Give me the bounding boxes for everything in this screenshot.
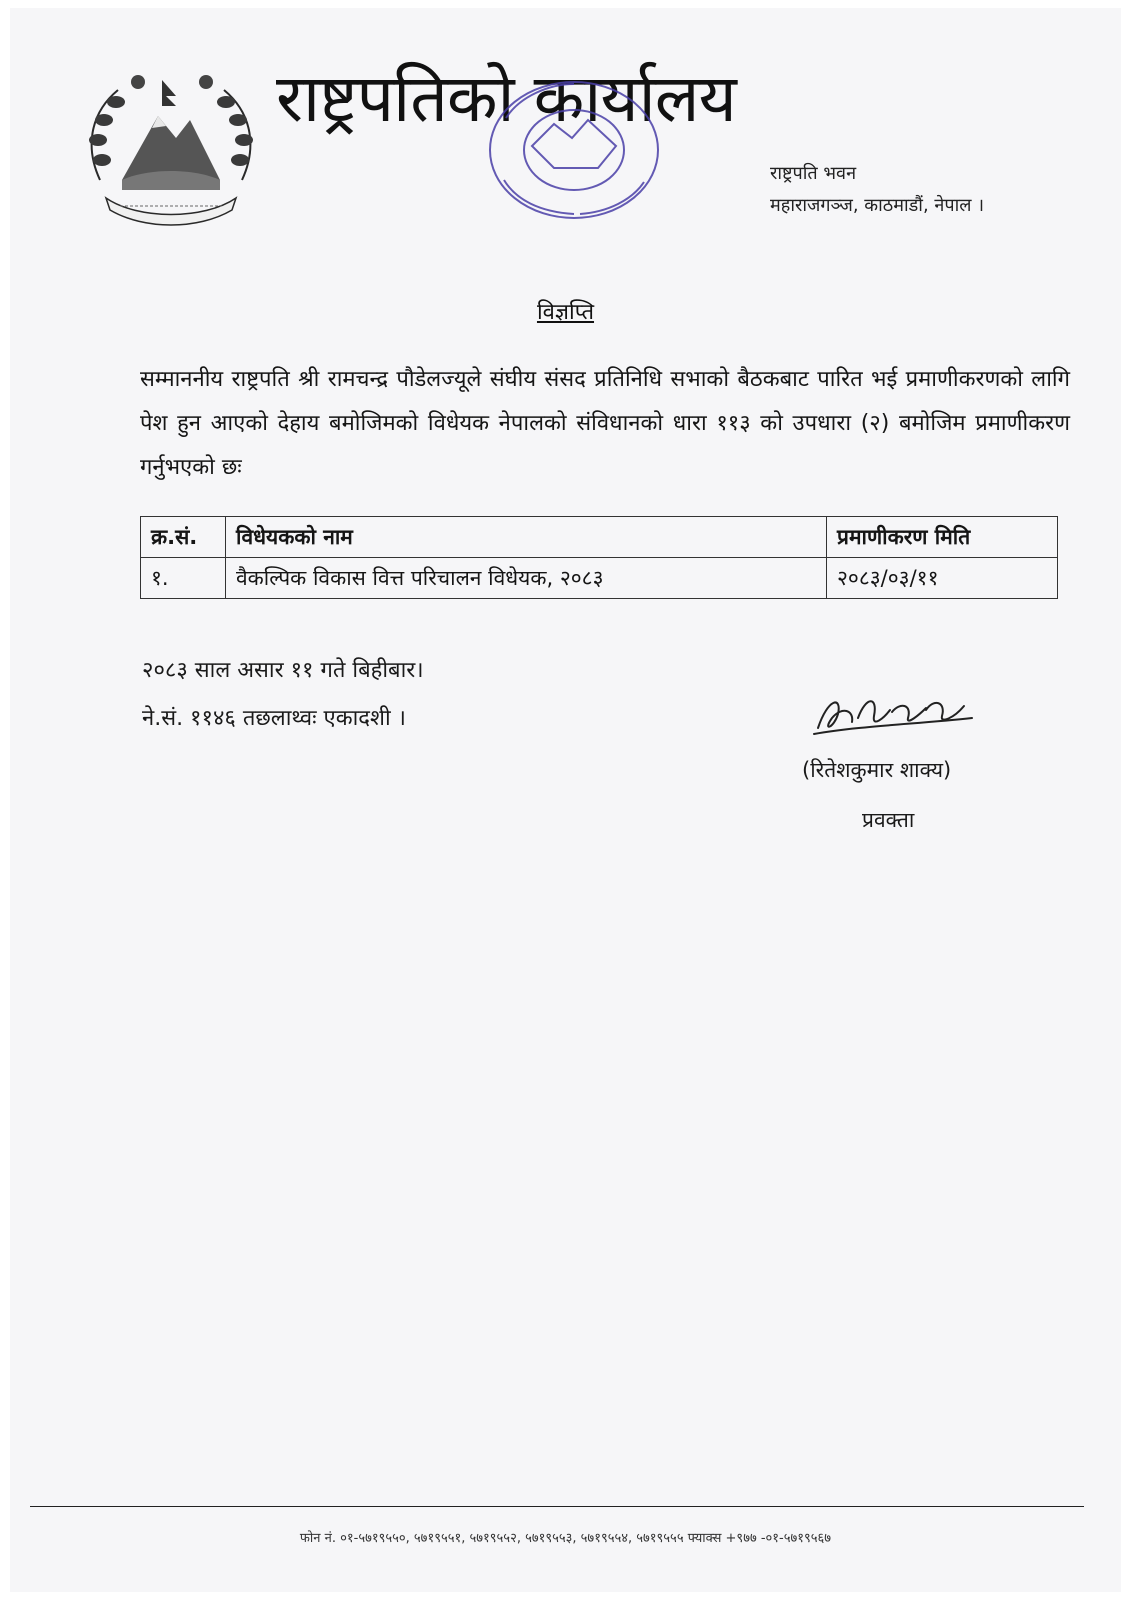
bill-table: [140, 516, 1058, 599]
cell-certification-date: २०८३/०३/११: [827, 558, 1058, 599]
address-line-2: महाराजगञ्ज, काठमाडौं, नेपाल ।: [770, 195, 985, 216]
header-bill-name: विधेयकको नाम: [226, 517, 827, 558]
header-certification-date: प्रमाणीकरण मिति: [827, 517, 1058, 558]
notice-heading: विज्ञप्ति: [536, 300, 595, 325]
date-nepal-sambat: ने.सं. ११४६ तछलाथ्वः एकादशी ।: [142, 706, 406, 731]
table-header-row: [141, 517, 1058, 558]
table-row: [141, 558, 1058, 599]
footer-contact: फोन नं. ०१-५७१९५५०, ५७१९५५१, ५७१९५५२, ५७१९५५३, ५७१९५५४, ५७१९५५५ फ्याक्स +९७७ -०१-५७१९५६७: [299, 1531, 832, 1546]
letter-page: [10, 8, 1121, 1592]
signatory-name: (रितेशकुमार शाक्य): [802, 758, 952, 782]
office-stamp-seal: [480, 72, 668, 226]
cell-serial: १.: [141, 558, 226, 599]
office-address: [770, 158, 984, 222]
footer-divider: [30, 1506, 1084, 1507]
signatory-title: प्रवक्ता: [862, 808, 915, 832]
office-title: राष्ट्रपतिको कार्यालय: [276, 60, 736, 137]
notice-body: सम्माननीय राष्ट्रपति श्री रामचन्द्र पौडेलज्यूले संघीय संसद प्रतिनिधि सभाको बैठकबाट पारित भई प्रमाणीकरणको लागि पेश हुन आएको देहाय बमोजिमको विधेयक नेपालको संविधानको धारा ११३ को उपधारा (२) बमोजिम प्रमाणीकरण गर्नुभएको छः: [140, 367, 1070, 480]
address-line-1: राष्ट्रपति भवन: [770, 163, 857, 184]
nepal-emblem-logo: [78, 60, 264, 230]
cell-bill-name: वैकल्पिक विकास वित्त परिचालन विधेयक, २०८३: [226, 558, 827, 599]
date-bikram-sambat: २०८३ साल असार ११ गते बिहीबार।: [142, 658, 424, 683]
header-serial: क्र.सं.: [141, 517, 226, 558]
signature-image: [808, 688, 978, 744]
